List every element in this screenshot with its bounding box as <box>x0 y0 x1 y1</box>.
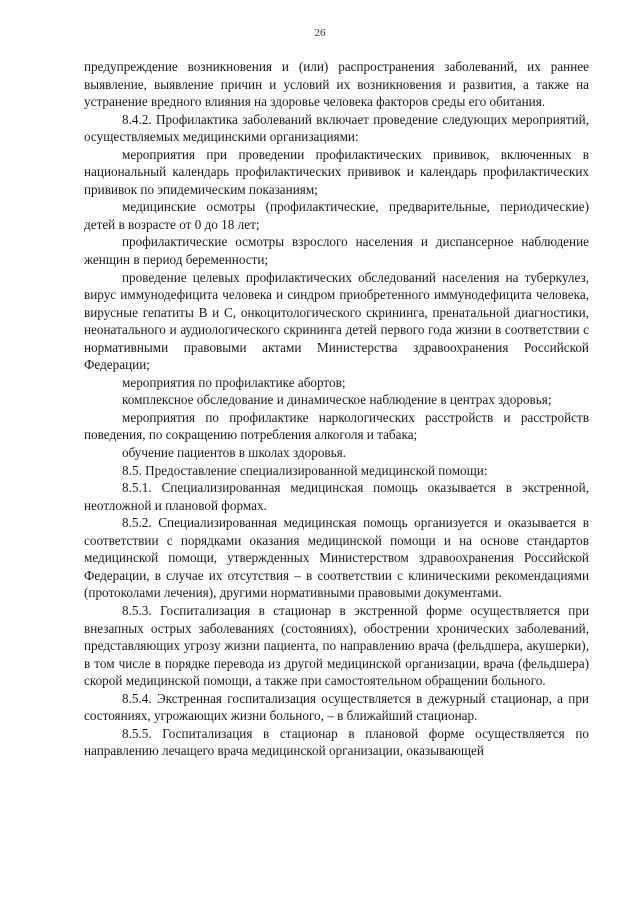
page-number: 26 <box>314 27 326 39</box>
paragraph: 8.4.2. Профилактика заболеваний включает проведение следующих мероприятий, осуществляемых медицинскими организациями: <box>84 111 589 145</box>
paragraph: 8.5.5. Госпитализация в стационар в плановой форме осуществляется по направлению лечащего врача медицинской организации, оказывающей <box>84 725 589 759</box>
paragraph: 8.5.1. Специализированная медицинская помощь оказывается в экстренной, неотложной и плановой формах. <box>84 480 589 513</box>
paragraph: 8.5.4. Экстренная госпитализация осуществляется в дежурный стационар, а при состояниях, угрожающих жизни больного, – в ближайший стационар. <box>84 690 589 724</box>
paragraph: 8.5.3. Госпитализация в стационар в экстренной форме осуществляется при внезапных острых заболеваниях (состояниях), обострении хронических заболеваний, представляющих угрозу жизни пациента, по направлению врача (фельдшера, акушерки), в том числе в порядке перевода из другой медицинской организации, врача (фельдшера) скорой медицинской помощи, а также при самостоятельном обращении больного. <box>84 602 589 689</box>
paragraph: обучение пациентов в школах здоровья. <box>122 445 347 461</box>
paragraph: медицинские осмотры (профилактические, предварительные, периодические) детей в возрасте от 0 до 18 лет; <box>84 199 589 232</box>
paragraph: мероприятия по профилактике абортов; <box>122 374 346 390</box>
paragraph: мероприятия при проведении профилактических прививок, включенных в национальный календарь профилактических прививок и календарь профилактических прививок по эпидемическим показаниям; <box>84 146 589 197</box>
paragraph: проведение целевых профилактических обследований населения на туберкулез, вирус иммунодефицита человека и синдром приобретенного иммунодефицита человека, вирусные гепатиты В и С, онкоцитологического скрининга, пренатальной диагностики, неонатального и аудиологического скрининга детей первого года жизни в соответствии с нормативными правовыми актами Министерства здравоохранения Российской Федерации; <box>84 269 589 373</box>
paragraph: 8.5. Предоставление специализированной медицинской помощи: <box>122 462 488 478</box>
paragraph: предупреждение возникновения и (или) распространения заболеваний, их раннее выявление, выявление причин и условий их возникновения и развития, а также на устранение вредного влияния на здоровье человека факторов среды его обитания. <box>84 59 589 110</box>
paragraph: 8.5.2. Специализированная медицинская помощь организуется и оказывается в соответствии с порядками оказания медицинской помощи и на основе стандартов медицинской помощи, утвержденных Министерством здравоохранения Российской Федерации, в случае их отсутствия – в соответствии с клиническими рекомендациями (протоколами лечения), другими нормативными правовыми документами. <box>84 515 589 601</box>
paragraph: профилактические осмотры взрослого населения и диспансерное наблюдение женщин в период беременности; <box>84 234 589 268</box>
paragraph: комплексное обследование и динамическое наблюдение в центрах здоровья; <box>122 392 552 408</box>
document-body <box>84 58 589 760</box>
paragraph: мероприятия по профилактике наркологических расстройств и расстройств поведения, по сокращению потребления алкоголя и табака; <box>84 409 589 443</box>
